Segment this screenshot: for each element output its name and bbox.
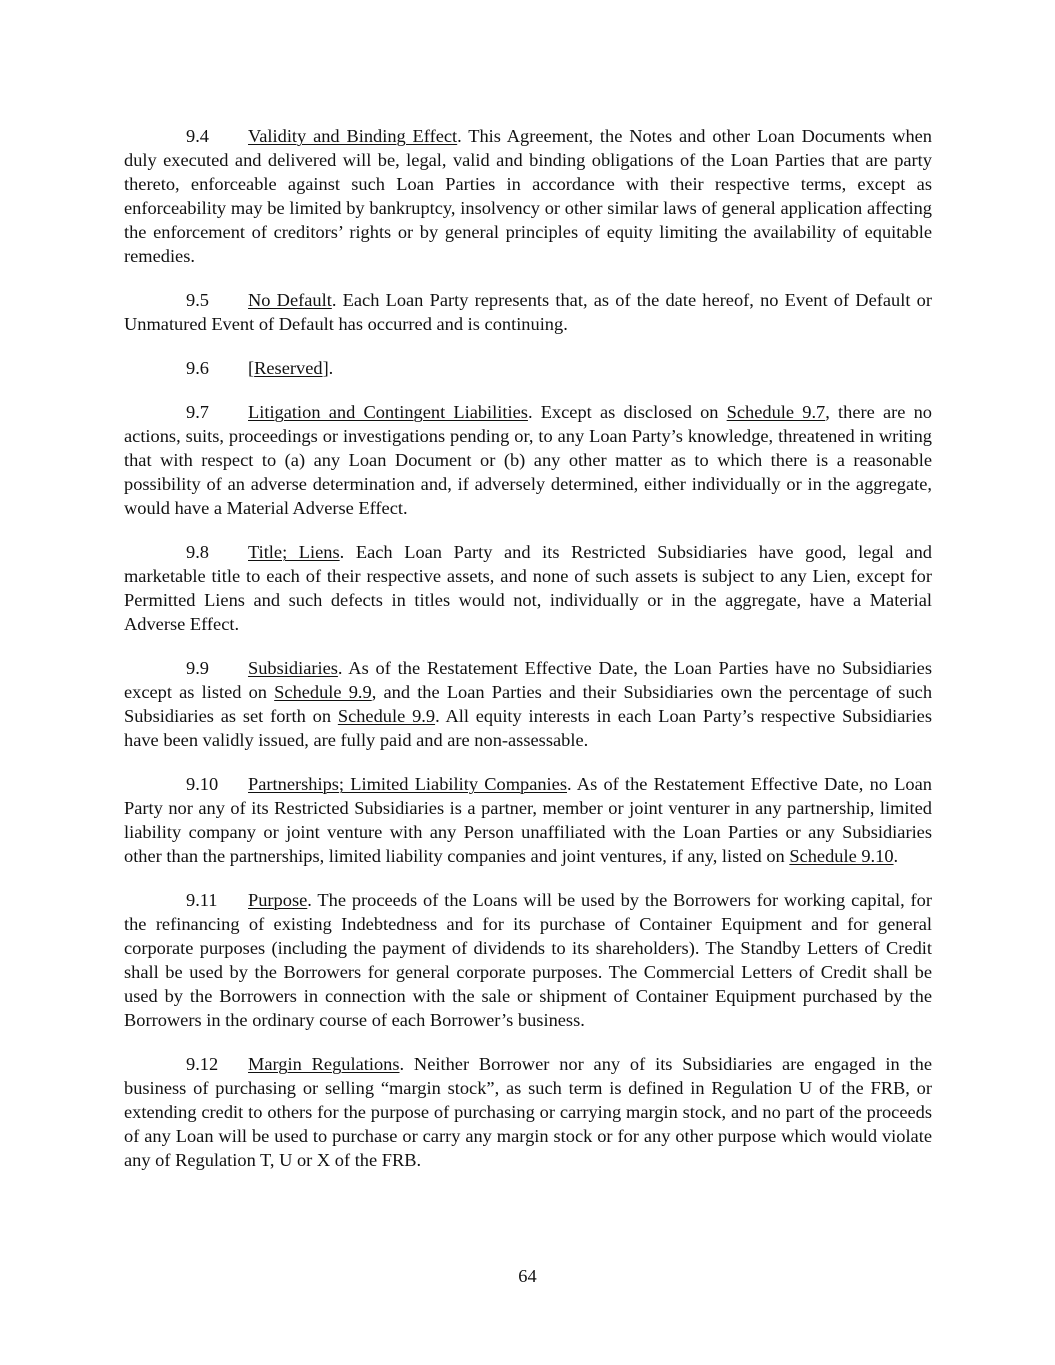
section-text: . Except as disclosed on bbox=[527, 402, 727, 422]
section-text: . This Agreement, the Notes and other Loan Documents when duly executed and delivered will be, legal, valid and binding obligations of the Loan Parties that are party thereto, enforceable against such Loan Parties in accordance with their respective terms, except as enforceability may be limited by bankruptcy, insolvency or other similar laws of general application affecting the enforcement of creditors’ rights or by general principles of equity limiting the availability of equitable remedies. bbox=[124, 126, 933, 266]
section-number: 9.10 bbox=[186, 774, 219, 794]
section-heading: Title; Liens bbox=[248, 542, 340, 562]
section-heading: Reserved bbox=[254, 358, 323, 378]
section-9-5 bbox=[124, 288, 932, 336]
document-body bbox=[124, 124, 932, 1192]
section-text: . The proceeds of the Loans will be used by the Borrowers for working capital, for the refinancing of existing Indebtedness and for its purchase of Container Equipment and for general corporate purposes (including the payment of dividends to its shareholders). The Standby Letters of Credit shall be used by the Borrowers for general corporate purposes. The Commercial Letters of Credit shall be used by the Borrowers in connection with the sale or shipment of Container Equipment purchased by the Borrowers in the ordinary course of each Borrower’s business. bbox=[124, 890, 932, 1030]
section-number: 9.7 bbox=[186, 402, 209, 422]
section-9-7 bbox=[124, 400, 932, 520]
schedule-reference: Schedule 9.9 bbox=[274, 682, 372, 702]
section-heading: No Default bbox=[248, 290, 332, 310]
section-number: 9.4 bbox=[186, 126, 209, 146]
section-number: 9.6 bbox=[186, 358, 209, 378]
section-9-4 bbox=[124, 124, 932, 268]
section-heading: Margin Regulations bbox=[248, 1054, 400, 1074]
section-text: . Neither Borrower nor any of its Subsidiaries are engaged in the business of purchasing or selling “margin stock”, as such term is defined in Regulation U of the FRB, or extending credit to others for the purpose of purchasing or carrying margin stock, and no part of the proceeds of any Loan will be used to purchase or carry any margin stock or for any other purpose which would violate any of Regulation T, U or X of the FRB. bbox=[124, 1054, 933, 1170]
section-heading: Validity and Binding Effect bbox=[248, 126, 458, 146]
section-number: 9.8 bbox=[186, 542, 209, 562]
section-text: . Each Loan Party and its Restricted Subsidiaries have good, legal and marketable title to each of their respective assets, and none of such assets is subject to any Lien, except for Permitted Liens and such defects in titles would not, individually or in the aggregate, have a Material Adverse Effect. bbox=[124, 542, 932, 634]
section-9-11 bbox=[124, 888, 932, 1032]
section-text: . As of the Restatement Effective Date, the Loan Parties have no Subsidiaries except as listed on bbox=[124, 658, 932, 702]
section-number: 9.11 bbox=[186, 890, 218, 910]
section-text: . Each Loan Party represents that, as of the date hereof, no Event of Default or Unmatured Event of Default has occurred and is continuing. bbox=[124, 290, 932, 334]
section-9-10 bbox=[124, 772, 932, 868]
section-heading: Litigation and Contingent Liabilities bbox=[248, 402, 528, 422]
section-text: . bbox=[893, 846, 899, 866]
section-heading: Purpose bbox=[248, 890, 308, 910]
section-text: . All equity interests in each Loan Party’s respective Subsidiaries have been validly issued, are fully paid and are non-assessable. bbox=[124, 706, 932, 750]
section-heading: Subsidiaries bbox=[248, 658, 338, 678]
section-number: 9.9 bbox=[186, 658, 209, 678]
section-9-8 bbox=[124, 540, 932, 636]
section-heading: Partnerships; Limited Liability Companies bbox=[248, 774, 567, 794]
schedule-reference: Schedule 9.9 bbox=[337, 706, 436, 726]
section-number: 9.12 bbox=[186, 1054, 219, 1074]
section-text: , there are no actions, suits, proceedings or investigations pending or, to any Loan Party’s knowledge, threatened in writing that with respect to (a) any Loan Document or (b) any other matter as to which there is a reasonable possibility of an adverse determination and, if adversely determined, either individually or in the aggregate, would have a Material Adverse Effect. bbox=[124, 402, 932, 518]
schedule-reference: Schedule 9.7 bbox=[726, 402, 826, 422]
section-number: 9.5 bbox=[186, 290, 209, 310]
section-text: ]. bbox=[322, 358, 334, 378]
section-text: . As of the Restatement Effective Date, no Loan Party nor any of its Restricted Subsidiaries is a partner, member or joint venturer in any partnership, limited liability company or joint venture with any Person unaffiliated with the Loan Parties or any Subsidiaries other than the partnerships, limited liability companies and joint ventures, if any, listed on bbox=[124, 774, 932, 866]
section-9-9 bbox=[124, 656, 932, 752]
section-9-6 bbox=[124, 356, 932, 380]
schedule-reference: Schedule 9.10 bbox=[789, 846, 894, 866]
section-9-12 bbox=[124, 1052, 932, 1172]
section-text: , and the Loan Parties and their Subsidiaries own the percentage of such Subsidiaries as set forth on bbox=[124, 682, 933, 726]
page-number: 64 bbox=[518, 1266, 537, 1286]
bracket-open: [ bbox=[248, 358, 255, 378]
